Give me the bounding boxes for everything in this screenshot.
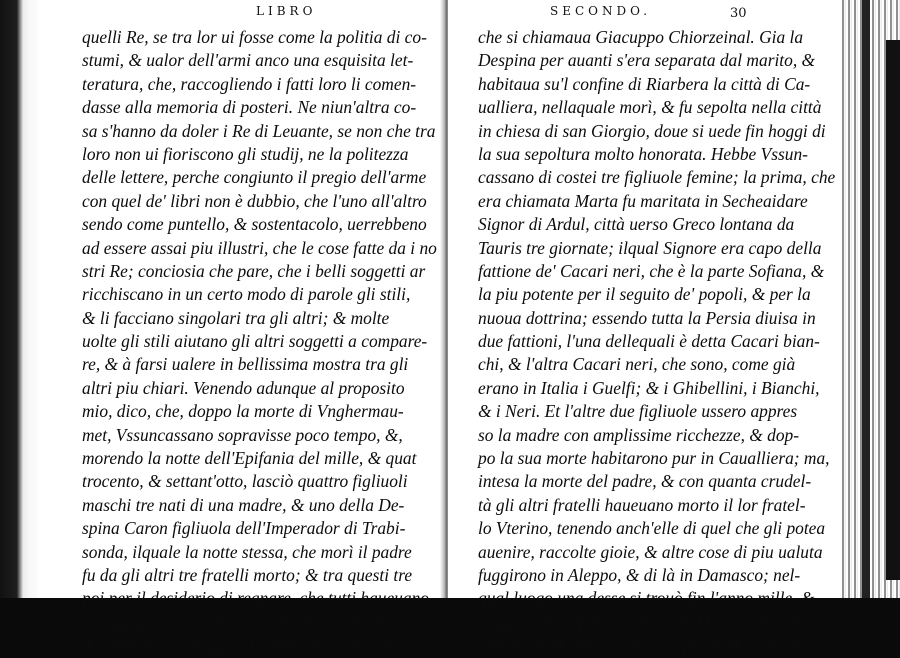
text-line: dasse alla memoria di posteri. Ne niun'altra co- bbox=[82, 97, 417, 118]
text-line: maschi tre nati di una madre, & uno della De- bbox=[82, 494, 405, 515]
page-edge-shadow bbox=[862, 0, 870, 598]
text-line: re, & à farsi ualere in bellissima mostra tra gli bbox=[82, 354, 409, 375]
text-line: che si chiamaua Giacuppo Chiorzeinal. Gia la bbox=[478, 27, 804, 47]
text-line: met, Vssuncassano sopravisse poco tempo, &, bbox=[82, 424, 403, 445]
text-line: fu da gli altri tre fratelli morto; & tra questi tre bbox=[82, 564, 413, 585]
text-line: so la madre con amplissime ricchezze, & dop- bbox=[478, 424, 800, 445]
text-line: ricchiscano in un certo modo di parole gli stili, bbox=[82, 284, 411, 305]
left-page bbox=[38, 0, 444, 656]
text-line: morendo la notte dell'Epifania del mille, & quat bbox=[82, 448, 417, 469]
right-page bbox=[448, 0, 848, 656]
text-line: sendo come puntello, & sostentacolo, uerrebbeno bbox=[82, 214, 427, 235]
text-line: Despina per auanti s'era separata dal marito, & bbox=[478, 50, 816, 71]
text-line: in chiesa di san Giorgio, doue si uede fin hoggi di bbox=[478, 120, 826, 141]
text-line: auenire, raccolte gioie, & altre cose di piu ualuta bbox=[478, 541, 823, 562]
text-line: era chiamata Marta fu maritata in Secheaidare bbox=[478, 190, 808, 211]
cover-edge bbox=[886, 40, 900, 580]
text-line: cinquecento, & dodici, & uede M. Caterino, fi- bbox=[478, 611, 805, 632]
text-line: sonda, ilquale la notte stessa, che morì il padre bbox=[82, 541, 412, 562]
text-line: do ammazzò il maggior fratello, & regnò solo, bbox=[82, 635, 406, 656]
text-line: due fattioni, l'una dellequali è detta Cacari bian- bbox=[478, 331, 820, 352]
text-line: chi, & l'altra Cacari neri, che sono, come già bbox=[478, 354, 796, 375]
text-line: qual luogo una desse si trouò fin l'anno mille, & bbox=[478, 588, 815, 609]
text-line: erano in Italia i Guelfi; & i Ghibellini, i Bianchi, bbox=[478, 377, 820, 398]
text-line: po la sua morte habitarono pur in Caualliera; ma, bbox=[478, 448, 830, 469]
text-line: fattione de' Cacari neri, che è la parte Sofiana, & bbox=[478, 260, 825, 281]
text-line: Signor di Ardul, città uerso Greco lontana da bbox=[478, 214, 795, 235]
text-line: ualliera, nellaquale morì, & fu sepolta nella città bbox=[478, 97, 822, 118]
text-line: gliuolo di M. Pietro, che nacque di M. Caterino bbox=[478, 635, 811, 656]
text-line: ad essere assai piu illustri, che le cose fatte da i no bbox=[82, 237, 437, 258]
left-running-head: LIBRO bbox=[256, 4, 317, 18]
text-line: teratura, che, raccogliendo i fatti loro li comen- bbox=[82, 73, 417, 94]
text-line: la sua sepoltura molto honorata. Hebbe Vssun- bbox=[478, 143, 808, 164]
text-line: intesa la morte del padre, & con quanta crudel- bbox=[478, 471, 812, 492]
left-page-text bbox=[82, 26, 437, 658]
text-line: trocento, & settant'otto, lasciò quattro figliuoli bbox=[82, 471, 408, 492]
text-line: Tauris tre giornate; ilqual Signore era capo della bbox=[478, 237, 822, 258]
text-line: quelli Re, se tra lor ui fosse come la politia di co- bbox=[82, 27, 427, 47]
text-line: & i Neri. Et l'altre due figliuole ussero appres bbox=[478, 401, 798, 422]
text-line: sa s'hanno da doler i Re di Leuante, se non che tra bbox=[82, 120, 436, 141]
text-line: nacque grande emulatione, & odio sì che il secon bbox=[82, 611, 428, 632]
text-line: loro non ui fioriscono gli studij, ne la politezza bbox=[82, 143, 409, 164]
text-line: lo Vterino, tenendo anch'elle di quel che gli potea bbox=[478, 518, 826, 539]
right-page-edges bbox=[840, 0, 900, 598]
text-line: con quel de' libri non è dubbio, che l'uno all'altro bbox=[82, 190, 427, 211]
text-line: stri Re; conciosia che pare, che i belli soggetti ar bbox=[82, 260, 426, 281]
text-line: delle lettere, perche congiunto il pregio dell'arme bbox=[82, 167, 427, 188]
text-line: nuoua dottrina; essendo tutta la Persia diuisa in bbox=[478, 307, 816, 328]
page-number: 30 bbox=[730, 6, 747, 21]
text-line: mio, dico, che, doppo la morte di Vnghermau- bbox=[82, 401, 404, 422]
text-line: altri piu chiari. Venendo adunque al proposito bbox=[82, 377, 405, 398]
text-line: fuggirono in Aleppo, & di là in Damasco; nel- bbox=[478, 564, 801, 585]
left-binding-edge bbox=[0, 0, 42, 598]
text-line: la piu potente per il seguito de' popoli, & per la bbox=[478, 284, 811, 305]
text-line: cassano di costei tre figliuole femine; la prima, che bbox=[478, 167, 836, 188]
text-line: poi per il desiderio di regnare, che tutti haueuano bbox=[82, 588, 429, 609]
text-line: uolte gli stili aiutano gli altri soggetti a compare- bbox=[82, 331, 428, 352]
text-line: & li facciano singolari tra gli altri; & molte bbox=[82, 307, 390, 328]
text-line: spina Caron figliuola dell'Imperador di Trabi- bbox=[82, 518, 406, 539]
right-page-text bbox=[478, 26, 835, 658]
text-line: stumi, & ualor dell'armi anco una esquisita let- bbox=[82, 50, 414, 71]
right-running-head: SECONDO. bbox=[550, 4, 652, 18]
text-line: tà gli altri fratelli haueuano morto il lor fratel- bbox=[478, 494, 806, 515]
text-line: habitaua su'l confine di Riarbera la città di Ca- bbox=[478, 73, 811, 94]
